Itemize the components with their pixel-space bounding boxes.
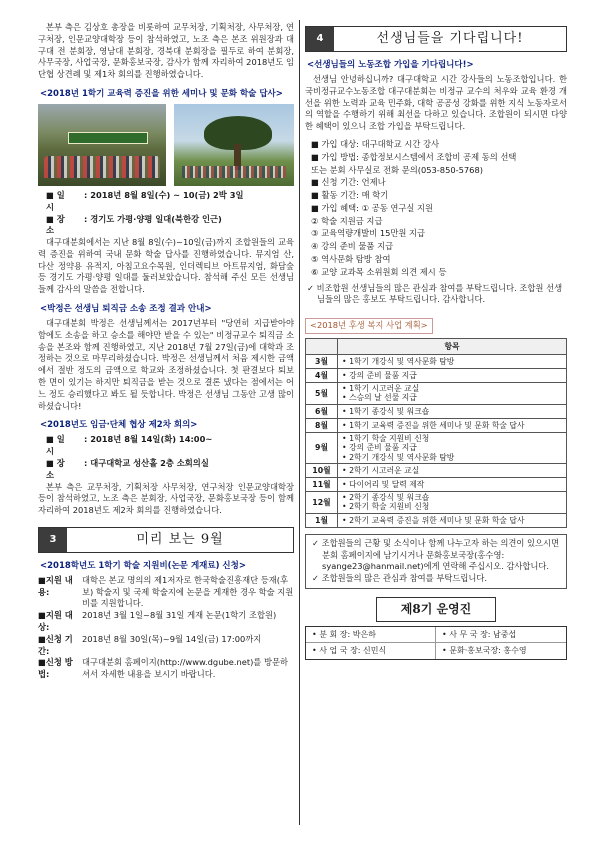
- month-cell: 3월: [306, 354, 338, 368]
- grant-row: ■지원 내용: 대학은 본교 명의의 제1저자로 한국학술진흥재단 등재(후보) 학술지 및 국제 학술지에 논문을 게재한 경우 학술 지원비를 지원합니다.: [38, 574, 294, 609]
- group-photo-2: [174, 104, 294, 186]
- section-title: 선생님들을 기다립니다!: [376, 30, 524, 46]
- content-cell: • 2학기 교육력 증진을 위한 세미나 및 문화 학술 답사: [338, 513, 567, 527]
- content-cell: • 2학기 종강식 및 워크숍 • 2학기 학술 지원비 신청: [338, 492, 567, 514]
- nego-date: ■ 일 시 : 2018년 8월 14일(화) 14:00~: [46, 434, 213, 457]
- table-row: [306, 368, 567, 382]
- content-cell: • 2학기 시고러운 교실: [338, 463, 567, 477]
- group-photo-1: [38, 104, 166, 186]
- list-item: ■ 신청 기간: 언제나: [311, 177, 386, 188]
- grant-row: ■신청 방법: 대구대분회 홈페이지(http://www.dgube.net)를 방문하셔서 자세한 내용을 보시기 바랍니다.: [38, 657, 289, 680]
- table-row: [306, 404, 567, 418]
- banner-graphic: [68, 132, 148, 144]
- table-row: [306, 492, 567, 514]
- list-item: 또는 분회 사무실로 전화 문의(053-850-5768): [311, 164, 483, 175]
- retire-body: 대구대분회 박정은 선생님께서는 2017년부터 "당연히 지급받아야 함에도 소송을 하고 승소를 해야만 받을 수 있는" 비정규교수 퇴직금 소송을 본조와 함께 진행하였고, 지난 2018년 7월 27일(금)에 대학과 조정하는 것으로 마무리하셨습니다. 박정은 선생님께서 처음 제시한 금액에서 절반 정도의 금액으로 학교와 조정하셨습니다. 첫 판결보다 퇴보한 면이 있기는 하지만 퇴직금을 받는 것으로 결론 냈다는 점에서는 어느 정도 승리했다고 봐도 될 듯합니다. 박정은 선생님 그동안 고생 많이 하셨습니다!: [38, 318, 294, 411]
- benefit-item: ③ 교육역량개발비 15만원 지급: [311, 228, 426, 239]
- nego-body: 본부 측은 교무처장, 기획처장 사무처장, 연구처장 인문교양대학장 등이 참석하였고, 노조 측은 분회장, 사업국장, 문화홍보국장 등이 함께 자리하여 2018년도 제2차 회의를 진행하였습니다.: [38, 481, 294, 516]
- content-cell: • 다이어리 및 달력 제작: [338, 477, 567, 491]
- benefit-item: ④ 강의 준비 물품 지급: [311, 241, 394, 252]
- content-cell: • 1학기 종강식 및 워크숍: [338, 404, 567, 418]
- benefit-item: ② 학술 지원금 지급: [311, 215, 383, 226]
- retire-title: <박정은 선생님 퇴직금 소송 조정 결과 안내>: [40, 304, 212, 314]
- content-cell: • 1학기 학술 지원비 신청 • 강의 준비 물품 지급 • 2학기 개강식 및 역사문화 탐방: [338, 432, 567, 463]
- benefit-item: ⑤ 역사문화 탐방 참여: [311, 254, 391, 264]
- list-item: ■ 가입 대상: 대구대학교 시간 강사: [311, 138, 440, 149]
- staff-item: • 사 무 국 장: 남중섭: [436, 627, 566, 643]
- seminar-place: ■ 장 소 : 경기도 가평·양평 일대(북한강 인근): [46, 213, 222, 236]
- join-body: 선생님 안녕하십니까? 대구대학교 시간 강사들의 노동조합입니다. 한국비정규교수노동조합 대구대분회는 비정규 교수의 처우와 교육 환경 개선을 위한 노력과 교육 민주화, 대학 공공성 강화를 위한 지식 노동자로서의 역할을 수행하기 위해 최선을 다하고 있습니다. 조합원이 되시면 다양한 혜택이 있으니 조합 가입을 부탁드립니다.: [305, 74, 567, 132]
- welfare-table: [305, 338, 567, 528]
- table-row: [306, 513, 567, 527]
- seminar-title: <2018년 1학기 교육력 증진을 위한 세미나 및 문화 학술 답사>: [40, 88, 283, 99]
- section-3-header: [38, 527, 294, 553]
- notice-item: ✓ 조합원들의 많은 관심과 참여를 부탁드립니다.: [312, 573, 488, 584]
- table-row: [306, 463, 567, 477]
- benefit-item: ⑥ 교양 교과목 소위원회 의견 제시 등: [311, 266, 447, 277]
- nego-title: <2018년도 임금·단체 협상 제2차 회의>: [40, 420, 198, 431]
- grant-title: <2018학년도 1학기 학술 지원비(논문 게재료) 신청>: [40, 560, 246, 571]
- section-title: 미리 보는 9월: [136, 531, 224, 547]
- month-cell: 8월: [306, 418, 338, 432]
- list-item: ■ 활동 기간: 매 학기: [311, 190, 389, 201]
- grant-row: ■신청 기간: 2018년 8월 30일(목)~9월 14일(금) 17:00까지: [38, 633, 262, 656]
- intro-paragraph: 본부 측은 김상호 총장을 비롯하여 교무처장, 기획처장, 사무처장, 연구처장, 인문교양대학장 등이 참석하였고, 노조 측은 본조 위원장과 대구대 전 분회장, 영남대 분회장, 경북대 분회장을 필두로 하여 분회장, 사무국장, 사업국장, 문화홍보국장, 감사가 함께 자리하여 2018년도 임단협 상견례 및 제1차 회의를 진행하였습니다.: [38, 22, 294, 80]
- table-row: [306, 432, 567, 463]
- month-cell: 10월: [306, 463, 338, 477]
- month-cell: 6월: [306, 404, 338, 418]
- staff-item: • 분 회 장: 박은하: [306, 627, 436, 643]
- list-item: ■ 가입 방법: 종합정보시스템에서 조합비 공제 동의 선택: [311, 151, 517, 162]
- month-cell: 5월: [306, 383, 338, 405]
- staff-item: • 문화·홍보국장: 홍수영: [442, 646, 527, 656]
- table-header: 항목: [338, 338, 567, 354]
- left-column: [38, 22, 294, 681]
- join-note: ✓ 비조합원 선생님들의 많은 관심과 참여를 부탁드립니다. 조합원 선생님들의 많은 홍보도 부탁드립니다. 감사합니다.: [307, 282, 563, 305]
- month-cell: 4월: [306, 368, 338, 382]
- list-item: ■ 가입 혜택: ① 공동 연구실 지원: [311, 202, 434, 213]
- photo-row: [38, 104, 294, 186]
- nego-place: ■ 장 소 : 대구대학교 성산홀 2층 소회의실: [46, 457, 209, 480]
- seminar-body: 대구대분회에서는 지난 8월 8일(수)~10일(금)까지 조합원들의 교육력 증진을 위하여 국내 문화 학술 답사를 진행하였습니다. 뮤지엄 산, 다산 정약용 유적지, 아침고요수목원, 인더렉티브 아트뮤지엄, 화담숲 등 경기도 가평·양평 일대를 둘러보았습니다. 참석해 주신 모든 선생님들께 감사의 말씀을 전합니다.: [38, 237, 294, 295]
- notice-item: ✓ 조합원들의 근황 및 소식이나 함께 나누고자 하는 의견이 있으시면 분회 홈페이지에 남기시거나 문화홍보국장(홍수영: syange23@hanmail.net)에게 연락해 주십시오. 감사합니다.: [312, 537, 560, 572]
- section-number: 4: [306, 27, 334, 51]
- people-graphic: [44, 156, 160, 178]
- staff-title: 제8기 운영진: [376, 597, 496, 622]
- section-number: 3: [39, 528, 67, 552]
- welfare-title: <2018년 후생 복지 사업 계획>: [305, 318, 433, 334]
- grant-row: ■지원 대상: 2018년 3월 1일~8월 31일 게재 논문(1학기 조합원): [38, 610, 277, 633]
- staff-grid: [305, 626, 567, 660]
- content-cell: • 강의 준비 물품 지급: [338, 368, 567, 382]
- month-cell: 1월: [306, 513, 338, 527]
- table-row: [306, 477, 567, 491]
- content-cell: • 1학기 교육력 증진을 위한 세미나 및 문화 학술 답사: [338, 418, 567, 432]
- section-4-header: [305, 26, 567, 52]
- month-cell: 12월: [306, 492, 338, 514]
- table-row: [306, 418, 567, 432]
- join-list: [311, 139, 567, 279]
- table-row: [306, 354, 567, 368]
- month-cell: 9월: [306, 432, 338, 463]
- month-cell: 11월: [306, 477, 338, 491]
- staff-item: • 사 업 국 장: 신민식: [306, 643, 436, 658]
- content-cell: • 1학기 개강식 및 역사문화 탐방: [338, 354, 567, 368]
- join-title: <선생님들의 노동조합 가입을 기다립니다!>: [307, 60, 474, 70]
- people-graphic: [182, 166, 286, 178]
- content-cell: • 1학기 시고러운 교실 • 스승의 날 선물 지급: [338, 383, 567, 405]
- column-divider: [299, 20, 300, 825]
- notice-box: [305, 534, 567, 589]
- right-column: [305, 22, 567, 660]
- table-row: [306, 383, 567, 405]
- seminar-date: ■ 일 시 : 2018년 8월 8일(수) ~ 10(금) 2박 3일: [46, 189, 244, 212]
